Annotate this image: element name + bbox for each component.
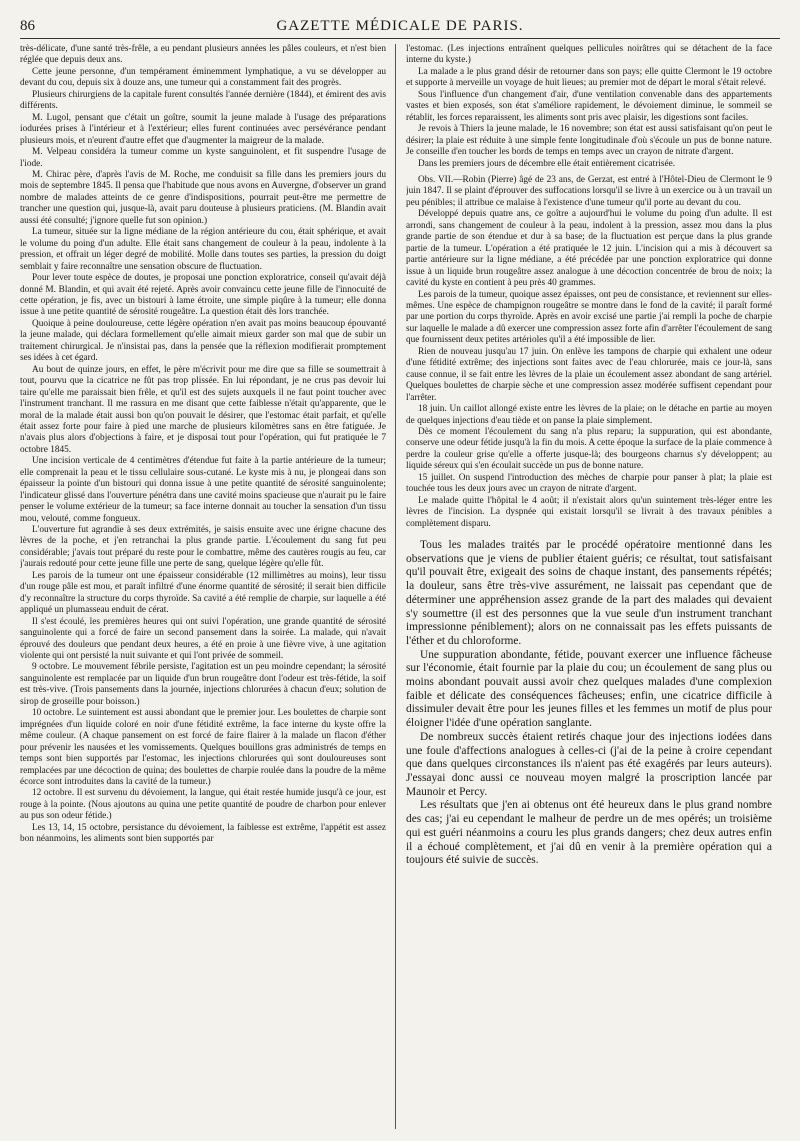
paragraph: Obs. VII.—Robin (Pierre) âgé de 23 ans, de Gerzat, est entré à l'Hôtel-Dieu de Clermont le 9 juin 1847. Il se plaint d'éprouver des suffocations lorsqu'il se livre à un exercice ou à un travail un peu pénibles; il attribue ce malaise à l'existence d'une tumeur qu'il porte au devant du cou. [406, 174, 772, 208]
paragraph: Sous l'influence d'un changement d'air, d'une ventilation convenable dans des appartements vastes et bien exposés, son état s'améliore rapidement, le dévoiement diminue, le sommeil se rétablit, les forces reparaissent, les aliments sont pris avec plaisir, les digestions sont faciles. [406, 89, 772, 123]
paragraph: Je revois à Thiers la jeune malade, le 16 novembre; son état est aussi satisfaisant qu'on peut le désirer; la plaie est réduite à une simple fente longitudinale d'où s'écoule un pus de bonne nature. Je conseille d'en toucher les bords de temps en temps avec un crayon de nitrate d'argent. [406, 124, 772, 158]
paragraph: Au bout de quinze jours, en effet, le père m'écrivit pour me dire que sa fille se soumettrait à tout, pourvu que la cicatrice ne fût pas trop plissée. En lui répondant, je ne crus pas devoir lui taire qu'elle me paraissait bien frêle, et qu'il est des sujets auxquels il ne faut point toucher avec l'instrument tranchant. Il me rassura en me disant que cette faiblesse n'était qu'apparente, que le moral de la malade était aussi bon qu'on pouvait le désirer, que l'estomac était parfait, et qu'elle était assez forte pour faire à pied une marche de plusieurs kilomètres sans en être fatiguée. Je n'avais plus alors d'objections à faire, et je disposai tout pour l'opération, qui fut pratiquée le 7 octobre 1845. [20, 364, 386, 455]
paragraph: Tous les malades traités par le procédé opératoire mentionné dans les observations que je viens de publier étaient guéris; ce résultat, tout satisfaisant qu'il pouvait être, exigeait des soins de chaque instant, des pansements répétés; la douleur, sans être très-vive assurément, ne laissait pas cependant que de déterminer une appréhension assez grande de la part des malades qui devaient s'y soumettre (il est des personnes que la vue seule d'un instrument tranchant impressionne péniblement); alors on ne connaissait pas les effets puissants de l'éther et du chloroforme. [406, 539, 772, 647]
paragraph: Rien de nouveau jusqu'au 17 juin. On enlève les tampons de charpie qui exhalent une odeur d'une fétidité extrême; des injections sont faites avec de l'eau chlorurée, mais ce jour-là, sans cause connue, il se fait entre les lèvres de la plaie un écoulement assez abondant de sang artériel. Quelques boulettes de charpie sèche et une compression assez modérée suffisent cependant pour l'arrêter. [406, 346, 772, 403]
paragraph: Les résultats que j'en ai obtenus ont été heureux dans le plus grand nombre des cas; j'ai eu cependant le malheur de perdre un de mes opérés; un troisième qui est guéri néanmoins a couru les plus grands dangers; chez deux autres enfin il a échoué complètement, et j'ai dû en venir à la première opération qui a toujours été suivie de succès. [406, 799, 772, 867]
paragraph: Les parois de la tumeur, quoique assez épaisses, ont peu de consistance, et reviennent sur elles-mêmes. Une espèce de champignon rougeâtre se montre dans le fond de la cavité; il paraît formé par une portion du corps thyroïde. Après en avoir excisé une partie j'ai rempli la poche de charpie sur laquelle le malade a dû exercer une compression assez forte afin d'arrêter l'écoulement de sang que fournissent deux petites artérioles qu'il a été impossible de lier. [406, 289, 772, 346]
paragraph: Pour lever toute espèce de doutes, je proposai une ponction exploratrice, conseil qu'avait déjà donné M. Blandin, et qui avait été rejeté. Après avoir convaincu cette jeune fille de l'innocuité de cette opération, je fis, avec un bistouri à lame étroite, une simple piqûre à la tumeur; elle donna issue à une petite quantité de sérosité rougeâtre. La question était dès lors tranchée. [20, 273, 386, 318]
paragraph: M. Lugol, pensant que c'était un goître, soumit la jeune malade à l'usage des préparations iodurées prises à l'intérieur et à l'extérieur; elles furent continuées avec persévérance pendant plusieurs mois, et n'eurent d'autre effet que d'augmenter la maigreur de la malade. [20, 112, 386, 146]
page-number: 86 [20, 18, 35, 34]
journal-title: GAZETTE MÉDICALE DE PARIS. [276, 18, 524, 34]
page-header [20, 14, 780, 39]
paragraph: Dès ce moment l'écoulement du sang n'a plus reparu; la suppuration, qui est abondante, conserve une odeur fétide jusqu'à la fin du mois. A cette époque la surface de la plaie commence à perdre la couleur grise qu'elle a offerte jusque-là; des bourgeons charnus s'y développent; au liquide séreux qui s'en écoulait succède un pus de bonne nature. [406, 426, 772, 472]
paragraph: M. Chirac père, d'après l'avis de M. Roche, me conduisit sa fille dans les premiers jours du mois de septembre 1845. Il pensa que l'habitude que nous avons en Auvergne, d'observer un grand nombre de malades atteints de ce genre d'indispositions, pourrait peut-être me permettre de trancher une question qui, jusque-là, avait paru douteuse à plusieurs praticiens. (M. Blandin avait aussi été consulté; j'ignore quelle fut son opinion.) [20, 169, 386, 226]
paragraph: Quoique à peine douloureuse, cette légère opération n'en avait pas moins beaucoup épouvanté la jeune malade, qui déclara formellement qu'elle aimait mieux garder son mal que de subir un traitement chirurgical. Je n'insistai pas, dans la pensée que la réflexion modifierait promptement ses idées à cet égard. [20, 318, 386, 364]
paragraph: 9 octobre. Le mouvement fébrile persiste, l'agitation est un peu moindre cependant; la sérosité sanguinolente est remplacée par un liquide d'un brun rougeâtre dont l'odeur est très-fétide, la soif est très-vive. (Trois pansements dans la journée, injections chlorurées à chacun d'eux; solution de sirop de groseille pour boisson.) [20, 662, 386, 707]
paragraph: Plusieurs chirurgiens de la capitale furent consultés l'année dernière (1844), et émirent des avis différents. [20, 89, 386, 112]
paragraph: 18 juin. Un caillot allongé existe entre les lèvres de la plaie; on le détache en partie au moyen de quelques injections d'eau tiède et on panse la plaie simplement. [406, 404, 772, 426]
left-column [20, 44, 386, 1129]
paragraph: Il s'est écoulé, les premières heures qui ont suivi l'opération, une grande quantité de sérosité sanguinolente qui a forcé de faire un second pansement dans la soirée. La malade, qui n'avait éprouvé des douleurs que pendant deux heures, a été en proie à une fièvre vive, à une agitation violente qui ont persisté la nuit suivante et qui l'ont privée de sommeil. [20, 616, 386, 662]
paragraph: l'estomac. (Les injections entraînent quelques pellicules noirâtres qui se détachent de la face interne du kyste.) [406, 44, 772, 66]
paragraph: 10 octobre. Le suintement est aussi abondant que le premier jour. Les boulettes de charpie sont imprégnées d'un liquide coloré en noir d'une fétidité extrême, la face interne du kyste offre la même couleur. (A chaque pansement on est forcé de faire flairer à la malade un flacon d'éther pour prévenir les nausées et les vomissements. Quelques bouillons gras administrés de temps en temps sont bien supportés par l'estomac, les injections chlorurées qui sont douloureuses sont remplacées par une décoction de quina; des boulettes de charpie roulée dans la poudre de la même écorce sont introduites dans la cavité de la tumeur.) [20, 708, 386, 787]
paragraph: La tumeur, située sur la ligne médiane de la région antérieure du cou, était sphérique, et avait le volume du poing d'un adulte. Elle était sans changement de couleur à la peau, indolente à la pression, et offrait un léger degré de mobilité. Molle dans toutes ses parties, la pression du doigt semblait y faire reconnaître une sensation obscure de fluctuation. [20, 227, 386, 272]
paragraph: Cette jeune personne, d'un tempérament éminemment lymphatique, a vu se développer au devant du cou, depuis six à douze ans, une tumeur qui a constamment fait des progrès. [20, 66, 386, 89]
paragraph: Le malade quitte l'hôpital le 4 août; il n'existait alors qu'un suintement très-léger entre les lèvres de l'incision. La dyspnée qui existait lorsqu'il se livrait à des travaux pénibles a complètement disparu. [406, 495, 772, 529]
paragraph: Une suppuration abondante, fétide, pouvant exercer une influence fâcheuse sur l'économie, était fournie par la plaie du cou; un écoulement de sang plus ou moins abondant pouvait aussi avoir chez quelques malades d'une complexion faible et délicate des conséquences fâcheuses; enfin, une cicatrice difficile à dissimuler devait être pour les jeunes filles et les femmes un motif de plus pour éloigner l'idée d'une opération sanglante. [406, 648, 772, 730]
paragraph: Une incision verticale de 4 centimètres d'étendue fut faite à la partie antérieure de la tumeur; elle comprenait la peau et le tissu cellulaire sous-cutané. Le kyste mis à nu, je plongeai dans son épaisseur la pointe d'un bistouri qui donna issue à une petite quantité de sérosité sanguinolente; l'indicateur glissé dans l'ouverture pénétra dans une cavité moins spacieuse que n'aurait pu le faire penser le volume extérieur de la tumeur; sa face interne donnait au toucher la sensation d'un tissu mou, velouté, comme fongueux. [20, 456, 386, 524]
paragraph: De nombreux succès étaient retirés chaque jour des injections iodées dans une foule d'affections analogues à celles-ci (j'ai de la peine à croire cependant que dans quelques circonstances ils n'aient pas été exagérés par leurs auteurs). J'essayai donc aussi ce nouveau moyen malgré la proscription lancée par Maunoir et Percy. [406, 730, 772, 798]
paragraph: 15 juillet. On suspend l'introduction des mèches de charpie pour panser à plat; la plaie est touchée tous les deux jours avec un crayon de nitrate d'argent. [406, 472, 772, 495]
paragraph: 12 octobre. Il est survenu du dévoiement, la langue, qui était restée humide jusqu'à ce jour, est rouge à la pointe. (Nous ajoutons au quina une petite quantité de poudre de charbon pour enlever au pus son odeur fétide.) [20, 788, 386, 822]
paragraph: M. Velpeau considéra la tumeur comme un kyste sanguinolent, et fit suspendre l'usage de l'iode. [20, 147, 386, 169]
paragraph: La malade a le plus grand désir de retourner dans son pays; elle quitte Clermont le 19 octobre et supporte à merveille un voyage de huit lieues; au premier mot de départ le moral s'était relevé. [406, 66, 772, 89]
column-divider [395, 44, 396, 1129]
paragraph: Les 13, 14, 15 octobre, persistance du dévoiement, la faiblesse est extrême, l'appétit est assez bon néanmoins, les aliments sont bien supportés par [20, 822, 386, 845]
paragraph: Les parois de la tumeur ont une épaisseur considérable (12 millimètres au moins), leur tissu d'un rouge pâle est mou, et paraît infiltré d'une énorme quantité de sérosité; il serait bien difficile d'y reconnaître la structure du corps thyroïde. Sa cavité a été remplie de charpie, sur laquelle a été appliqué un plumasseau enduit de cérat. [20, 570, 386, 616]
paragraph: Développé depuis quatre ans, ce goître a aujourd'hui le volume du poing d'un adulte. Il est arrondi, sans changement de couleur à la peau, indolent à la pression, assez mou dans la plus grande partie de son étendue et dur à sa base; de la fluctuation est perçue dans la plus grande partie de la tumeur. L'opération a été pratiquée le 12 juin. L'incision qui a mis à découvert sa partie antérieure sur la ligne médiane, a été précédée par une ponction exploratrice qui donne issue à un liquide brun rougeâtre assez analogue à une décoction concentrée de brou de noix; la cavité du kyste en contient à peu près 40 grammes. [406, 209, 772, 289]
right-column [406, 44, 772, 1129]
paragraph: Dans les premiers jours de décembre elle était entièrement cicatrisée. [418, 158, 676, 169]
paragraph: très-délicate, d'une santé très-frêle, a eu pendant plusieurs années les pâles couleurs, et n'est bien réglée que depuis deux ans. [20, 44, 386, 66]
paragraph: L'ouverture fut agrandie à ses deux extrémités, je saisis ensuite avec une érigne chacune des lèvres de la poche, et j'en retranchai la plus grande partie. L'écoulement du sang fut peu considérable; j'avais tout préparé du reste pour le combattre, même des cautères rougis au feu, car j'aurais redouté pour cette jeune fille une perte de sang, quelque légère qu'elle fût. [20, 525, 386, 570]
